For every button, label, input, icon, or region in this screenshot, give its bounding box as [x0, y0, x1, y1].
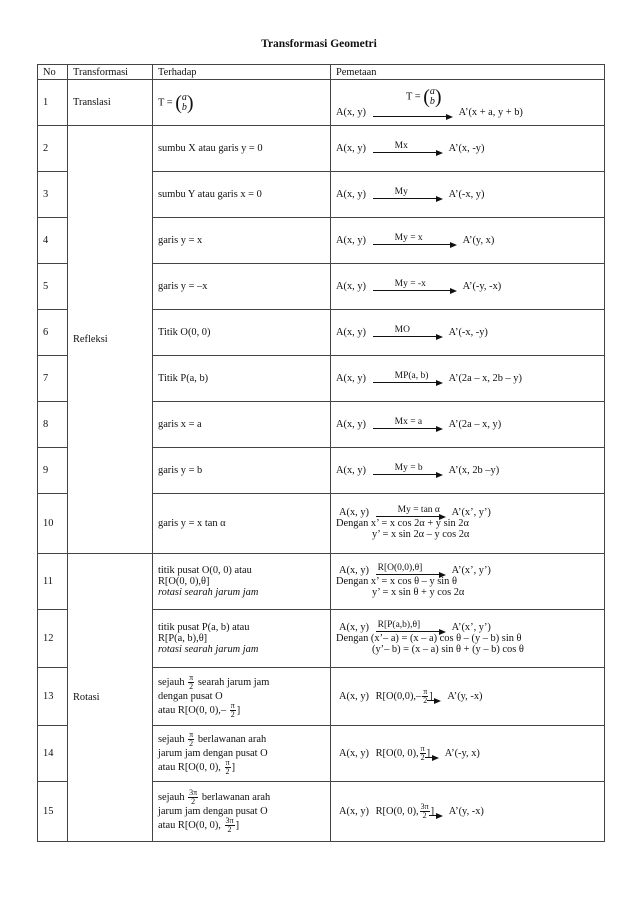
row-terhadap: sumbu X atau garis y = 0 — [153, 126, 331, 172]
row-terhadap: titik pusat P(a, b) atau R[P(a, b),θ] rotasi searah jarum jam — [153, 610, 331, 668]
row-pemetaan: A(x, y) MP(a, b) A’(2a – x, 2b – y) — [331, 356, 605, 402]
arrow-icon — [373, 108, 453, 118]
row-pemetaan: A(x, y) R[P(a,b),θ] A’(x’, y’) Dengan (x’– a) = (x – a) cos θ – (y – b) sin θ (y’– b) = (x – a) sin θ + (y – b) cos θ — [331, 610, 605, 668]
arrow-icon: MO — [373, 328, 443, 338]
row-no: 13 — [38, 668, 68, 726]
table-row — [38, 126, 605, 172]
row-no: 15 — [38, 782, 68, 842]
row-terhadap: garis y = –x — [153, 264, 331, 310]
arrow-icon: My = x — [373, 236, 457, 246]
row-pemetaan: A(x, y) Mx = a A’(2a – x, y) — [331, 402, 605, 448]
row-no: 12 — [38, 610, 68, 668]
row-no: 1 — [38, 80, 68, 126]
row-no: 5 — [38, 264, 68, 310]
row-pemetaan: A(x, y) R[O(0,0),– $\frac{\pi}{2}$ ] A’(y, -x) — [331, 668, 605, 726]
arrow-icon: My — [373, 190, 443, 200]
row-terhadap: garis y = x — [153, 218, 331, 264]
row-terhadap: sejauh $\frac{\pi}{2}$ berlawanan arah jarum jam dengan pusat O atau R[O(0, 0), $\frac{\pi}{2}$ ] — [153, 726, 331, 782]
row-terhadap: garis y = x tan α — [153, 494, 331, 554]
row-terhadap: sumbu Y atau garis x = 0 — [153, 172, 331, 218]
arrow-icon — [425, 749, 439, 759]
row-pemetaan: A(x, y) My A’(-x, y) — [331, 172, 605, 218]
row-no: 2 — [38, 126, 68, 172]
arrow-icon — [429, 807, 443, 817]
arrow-icon: MP(a, b) — [373, 374, 443, 384]
row-terhadap: T = ( a b ) — [153, 80, 331, 126]
row-terhadap: garis x = a — [153, 402, 331, 448]
row-terhadap: sejauh $\frac{\pi}{2}$ searah jarum jam dengan pusat O atau R[O(0, 0),– $\frac{\pi}{2}$ ] — [153, 668, 331, 726]
row-no: 14 — [38, 726, 68, 782]
arrow-icon: Mx — [373, 144, 443, 154]
row-pemetaan: A(x, y) My = b A’(x, 2b –y) — [331, 448, 605, 494]
row-pemetaan: A(x, y) R[O(0, 0), $\frac{\pi}{2}$ ] A’(-y, x) — [331, 726, 605, 782]
table-header-row — [38, 65, 605, 80]
header-terhadap: Terhadap — [153, 65, 331, 80]
group-translasi: Translasi — [68, 80, 153, 126]
row-pemetaan: A(x, y) R[O(0, 0), $\frac{3\pi}{2}$ ] A’(y, -x) — [331, 782, 605, 842]
row-no: 9 — [38, 448, 68, 494]
row-pemetaan: T = ( a b ) A(x, y) A’(x + a, y + b) — [331, 80, 605, 126]
row-no: 8 — [38, 402, 68, 448]
row-pemetaan: A(x, y) R[O(0,0),θ] A’(x’, y’) Dengan x’ = x cos θ – y sin θ y’ = x sin θ + y cos 2α — [331, 554, 605, 610]
translation-vector: ( a b ) — [175, 91, 194, 114]
row-no: 4 — [38, 218, 68, 264]
table-row — [38, 554, 605, 610]
table-row — [38, 80, 605, 126]
arrow-icon: My = -x — [373, 282, 457, 292]
row-pemetaan: A(x, y) My = -x A’(-y, -x) — [331, 264, 605, 310]
arrow-icon: Mx = a — [373, 420, 443, 430]
arrow-icon: My = b — [373, 466, 443, 476]
header-transformasi: Transformasi — [68, 65, 153, 80]
arrow-icon: My = tan α — [376, 508, 446, 518]
arrow-icon: R[O(0,0),θ] — [376, 566, 446, 576]
row-terhadap: Titik O(0, 0) — [153, 310, 331, 356]
row-terhadap: Titik P(a, b) — [153, 356, 331, 402]
page-title: Transformasi Geometri — [261, 38, 377, 50]
row-pemetaan: A(x, y) Mx A’(x, -y) — [331, 126, 605, 172]
row-no: 3 — [38, 172, 68, 218]
header-pemetaan: Pemetaan — [331, 65, 605, 80]
group-rotasi: Rotasi — [68, 554, 153, 842]
row-pemetaan: A(x, y) MO A’(-x, -y) — [331, 310, 605, 356]
row-pemetaan: A(x, y) My = tan α A’(x’, y’) Dengan x’ = x cos 2α + y sin 2α y’ = x sin 2α – y cos 2α — [331, 494, 605, 554]
row-terhadap: sejauh $\frac{3\pi}{2}$ berlawanan arah jarum jam dengan pusat O atau R[O(0, 0), $\frac{3\pi}{2}$ ] — [153, 782, 331, 842]
row-terhadap: garis y = b — [153, 448, 331, 494]
transformation-table — [37, 64, 605, 842]
row-no: 10 — [38, 494, 68, 554]
row-no: 6 — [38, 310, 68, 356]
arrow-icon — [427, 692, 441, 702]
row-pemetaan: A(x, y) My = x A’(y, x) — [331, 218, 605, 264]
arrow-icon: R[P(a,b),θ] — [376, 623, 446, 633]
group-refleksi: Refleksi — [68, 126, 153, 554]
header-no: No — [38, 65, 68, 80]
row-no: 11 — [38, 554, 68, 610]
row-terhadap: titik pusat O(0, 0) atau R[O(0, 0),θ] rotasi searah jarum jam — [153, 554, 331, 610]
row-no: 7 — [38, 356, 68, 402]
